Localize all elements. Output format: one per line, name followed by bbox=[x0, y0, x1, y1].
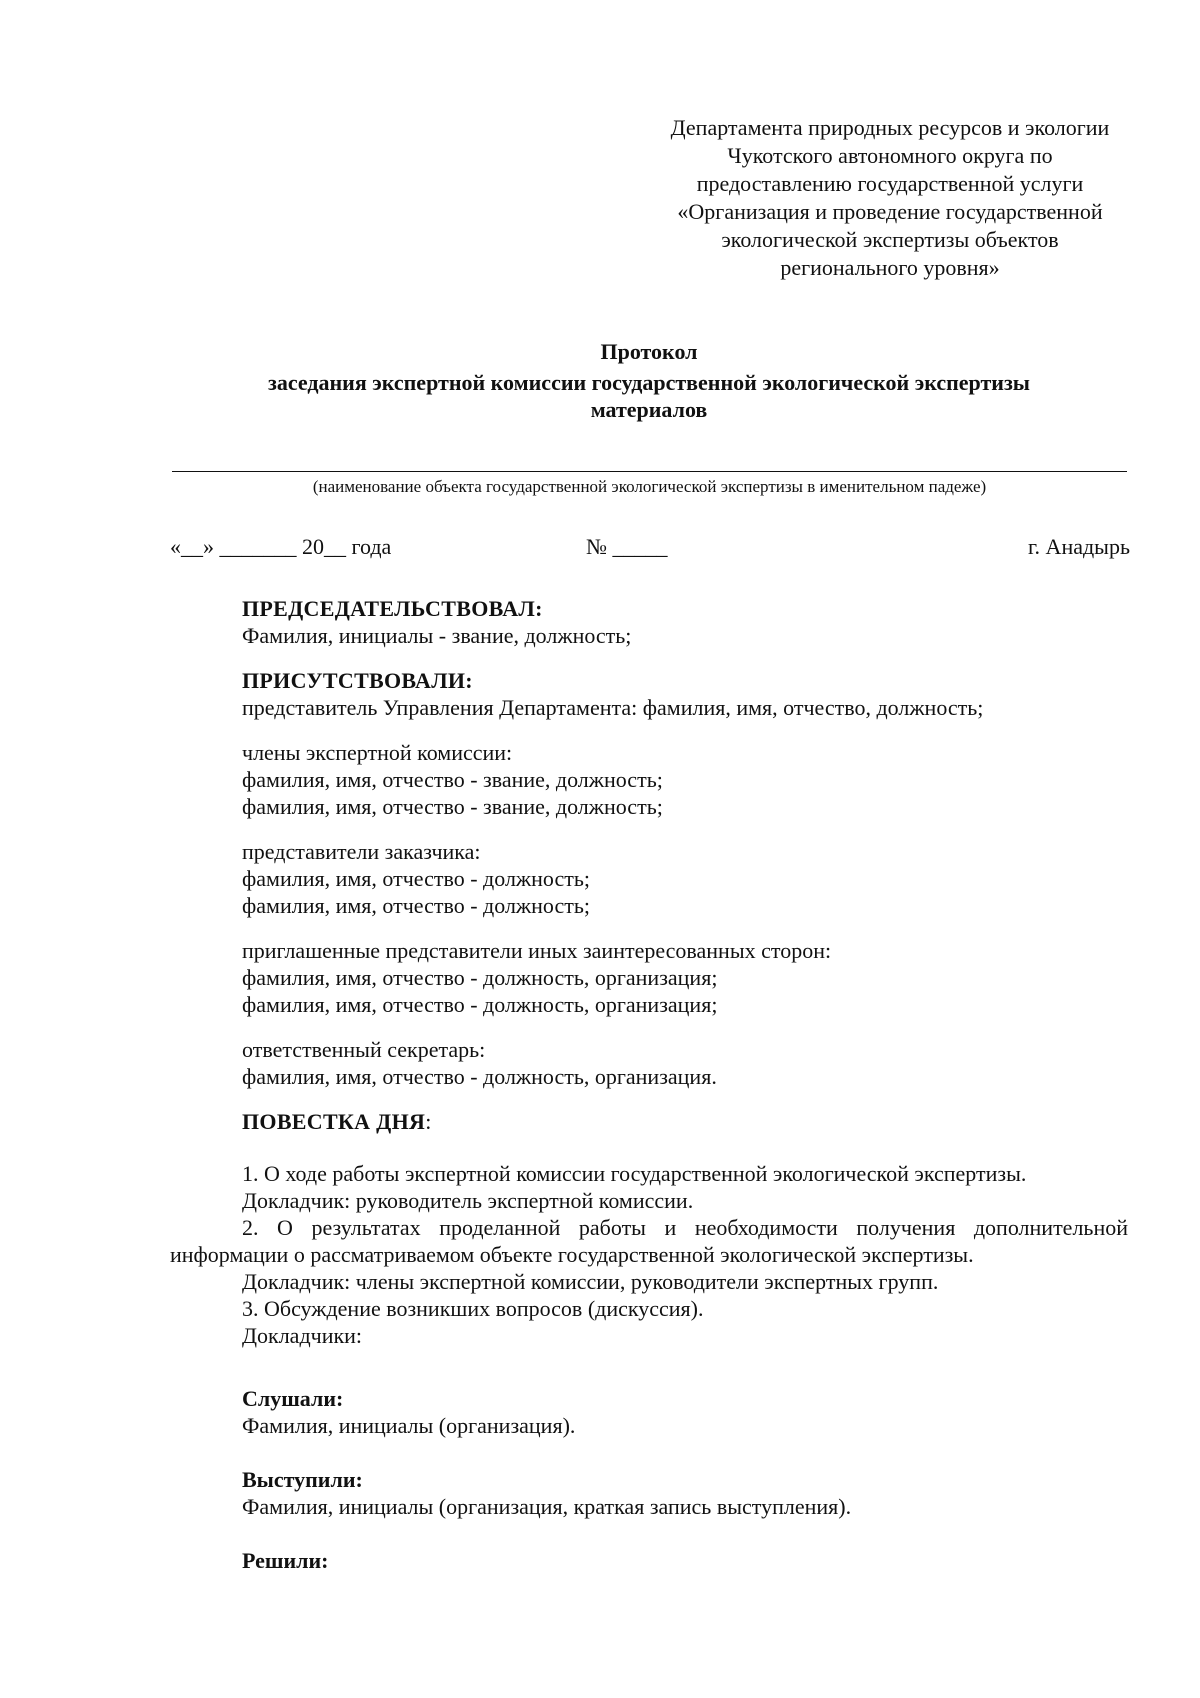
document-subtitle-line1: заседания экспертной комиссии государственной экологической экспертизы bbox=[268, 370, 1030, 395]
members-label: члены экспертной комиссии: bbox=[242, 740, 513, 765]
invited-label: приглашенные представители иных заинтересованных сторон: bbox=[242, 938, 832, 963]
customer-entry: фамилия, имя, отчество - должность; bbox=[242, 866, 590, 891]
secretary-entry: фамилия, имя, отчество - должность, организация. bbox=[242, 1064, 717, 1089]
decided-heading: Решили: bbox=[242, 1548, 329, 1573]
agenda-item-3: 3. Обсуждение возникших вопросов (дискуссия). bbox=[242, 1296, 704, 1321]
agenda-item-1: 1. О ходе работы экспертной комиссии государственной экологической экспертизы. bbox=[242, 1161, 1027, 1186]
member-entry: фамилия, имя, отчество - звание, должность; bbox=[242, 794, 663, 819]
invited-entry: фамилия, имя, отчество - должность, организация; bbox=[242, 965, 718, 990]
attendance-section bbox=[242, 595, 1132, 1135]
agenda-item-2-speaker: Докладчик: члены экспертной комиссии, руководители экспертных групп. bbox=[242, 1269, 939, 1294]
minutes-section bbox=[242, 1385, 1132, 1574]
agenda-item-3-speakers: Докладчики: bbox=[242, 1323, 363, 1348]
header-line: предоставлению государственной услуги bbox=[696, 171, 1084, 196]
approval-header bbox=[630, 114, 1150, 282]
invited-entry: фамилия, имя, отчество - должность, организация; bbox=[242, 992, 718, 1017]
document-title: Протокол bbox=[600, 339, 698, 364]
object-name-caption: (наименование объекта государственной экологической экспертизы в именительном падеже) bbox=[312, 477, 987, 496]
chaired-heading: ПРЕДСЕДАТЕЛЬСТВОВАЛ: bbox=[242, 596, 543, 621]
agenda-heading-colon: : bbox=[425, 1109, 432, 1134]
protocol-number: № _____ bbox=[586, 534, 668, 559]
object-name-blank-line bbox=[172, 471, 1127, 472]
agenda-heading-text: ПОВЕСТКА ДНЯ bbox=[242, 1109, 426, 1134]
header-line: Чукотского автономного округа по bbox=[727, 143, 1053, 168]
spoke-heading: Выступили: bbox=[242, 1467, 363, 1492]
header-line: экологической экспертизы объектов bbox=[721, 227, 1059, 252]
protocol-city: г. Анадырь bbox=[1028, 534, 1130, 559]
present-heading: ПРИСУТСТВОВАЛИ: bbox=[242, 668, 473, 693]
document-subtitle-line2: материалов bbox=[590, 397, 708, 422]
member-entry: фамилия, имя, отчество - звание, должность; bbox=[242, 767, 663, 792]
header-line: «Организация и проведение государственной bbox=[677, 199, 1103, 224]
header-line: регионального уровня» bbox=[780, 255, 1000, 280]
heard-heading: Слушали: bbox=[242, 1386, 344, 1411]
agenda-item-2-line1: 2. О результатах проделанной работы и необходимости получения дополнительной bbox=[242, 1215, 1128, 1240]
protocol-date: «__» _______ 20__ года bbox=[170, 534, 392, 559]
header-line: Департамента природных ресурсов и экологии bbox=[670, 115, 1110, 140]
agenda-section bbox=[170, 1160, 1128, 1349]
customer-label: представители заказчика: bbox=[242, 839, 481, 864]
present-rep: представитель Управления Департамента: фамилия, имя, отчество, должность; bbox=[242, 695, 984, 720]
agenda-heading bbox=[242, 1108, 1132, 1135]
chaired-text: Фамилия, инициалы - звание, должность; bbox=[242, 623, 632, 648]
spoke-text: Фамилия, инициалы (организация, краткая запись выступления). bbox=[242, 1494, 852, 1519]
customer-entry: фамилия, имя, отчество - должность; bbox=[242, 893, 590, 918]
agenda-item-2-line2: информации о рассматриваемом объекте государственной экологической экспертизы. bbox=[170, 1242, 974, 1267]
heard-text: Фамилия, инициалы (организация). bbox=[242, 1413, 576, 1438]
agenda-item-1-speaker: Докладчик: руководитель экспертной комиссии. bbox=[242, 1188, 694, 1213]
secretary-label: ответственный секретарь: bbox=[242, 1037, 486, 1062]
